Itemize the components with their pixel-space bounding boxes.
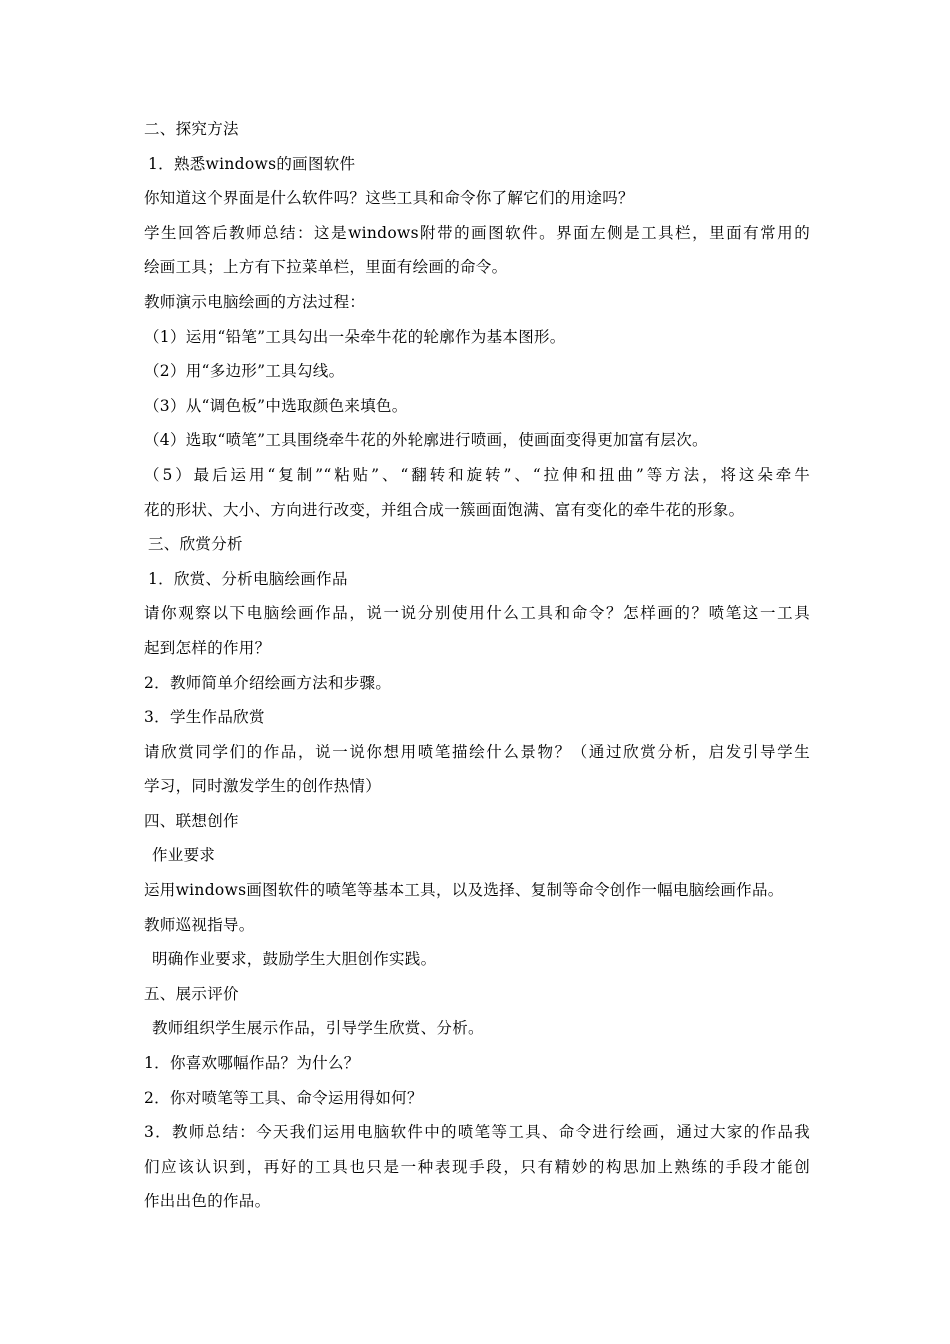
paragraph-line: 花的形状、大小、方向进行改变，并组合成一簇画面饱满、富有变化的牵牛花的形象。: [144, 500, 745, 519]
paragraph-line: 教师组织学生展示作品，引导学生欣赏、分析。: [152, 1019, 484, 1038]
section-heading-explore-method: 二、探究方法: [144, 120, 239, 138]
paragraph-line: 绘画工具；上方有下拉菜单栏，里面有绘画的命令。: [144, 258, 508, 277]
paragraph-line: 教师巡视指导。: [144, 915, 255, 934]
step-item-3: （3）从“调色板”中选取颜色来填色。: [144, 396, 408, 415]
paragraph-line: 请欣赏同学们的作品，说一说你想用喷笔描绘什么景物？（通过欣赏分析，启发引导学生: [144, 742, 810, 761]
paragraph-line: 明确作业要求，鼓励学生大胆创作实践。: [152, 950, 437, 969]
step-item-4: （4）选取“喷笔”工具围绕牵牛花的外轮廓进行喷画，使画面变得更加富有层次。: [144, 431, 708, 450]
list-item: 3．教师总结：今天我们运用电脑软件中的喷笔等工具、命令进行绘画，通过大家的作品我: [144, 1123, 810, 1142]
paragraph-line: 请你观察以下电脑绘画作品，说一说分别使用什么工具和命令？怎样画的？喷笔这一工具: [144, 604, 810, 623]
paragraph-line: 学生回答后教师总结：这是windows附带的画图软件。界面左侧是工具栏，里面有常用的: [144, 223, 810, 242]
paragraph-line: 作出出色的作品。: [144, 1192, 271, 1211]
section-heading-appreciation: 三、欣赏分析: [148, 535, 243, 554]
step-item-1: （1）运用“铅笔”工具勾出一朵牵牛花的轮廓作为基本图形。: [144, 327, 566, 346]
paragraph-line: 学习，同时激发学生的创作热情）: [144, 777, 382, 796]
step-item-5: （5）最后运用“复制”“粘贴”、“翻转和旋转”、“拉伸和扭曲”等方法，将这朵牵牛: [144, 465, 810, 484]
paragraph-line: 们应该认识到，再好的工具也只是一种表现手段，只有精妙的构思加上熟练的手段才能创: [144, 1157, 810, 1176]
list-item: 2．教师简单介绍绘画方法和步骤。: [144, 673, 392, 692]
paragraph-line: 运用windows画图软件的喷笔等基本工具，以及选择、复制等命令创作一幅电脑绘画作品。: [144, 881, 784, 900]
paragraph-line: 教师演示电脑绘画的方法过程：: [144, 292, 366, 311]
section-heading-creation: 四、联想创作: [144, 811, 239, 830]
step-item-2: （2）用“多边形”工具勾线。: [144, 362, 345, 381]
subheading-appreciate-works: 1．欣赏、分析电脑绘画作品: [148, 569, 348, 588]
list-item: 1．你喜欢哪幅作品？为什么？: [144, 1054, 360, 1073]
list-item: 2．你对喷笔等工具、命令运用得如何？: [144, 1088, 423, 1107]
paragraph-line: 你知道这个界面是什么软件吗？这些工具和命令你了解它们的用途吗？: [144, 189, 634, 208]
section-heading-evaluation: 五、展示评价: [144, 984, 239, 1003]
list-item: 3．学生作品欣赏: [144, 708, 265, 727]
subheading-familiar-paint: 1．熟悉windows的画图软件: [148, 154, 356, 173]
subheading-homework: 作业要求: [152, 846, 216, 865]
paragraph-line: 起到怎样的作用？: [144, 638, 271, 657]
document-body: [144, 112, 810, 1219]
